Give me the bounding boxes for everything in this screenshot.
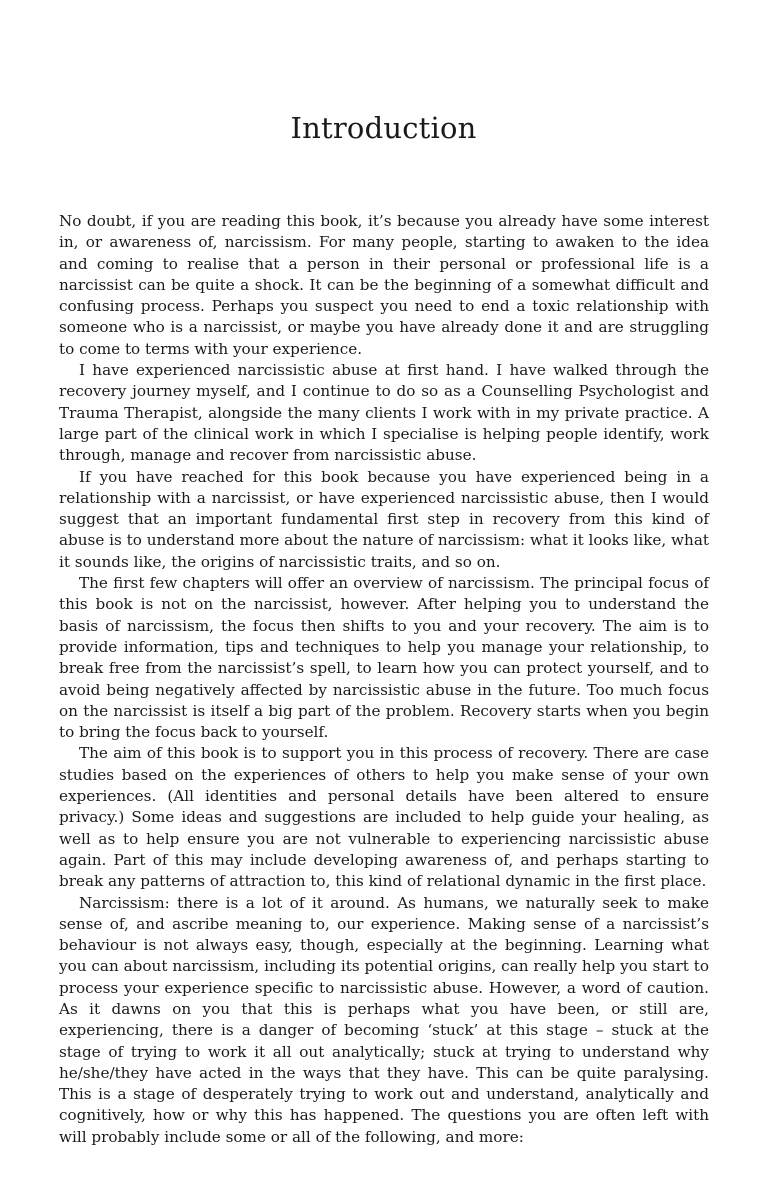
chapter-title: Introduction [290,111,477,145]
paragraph-5: The aim of this book is to support you in this process of recovery. There are case studies based on the experiences of others to help you make sense of your own experiences. (All identities and personal details have been altered to ensure privacy.) Some ideas and suggestions are included to help guide your healing, as well as to help ensure you are not vulnerable to experiencing narcissistic abuse again. Part of this may include developing awareness of, and perhaps starting to break any patterns of attraction to, this kind of relational dynamic in the first place. [59,744,709,891]
paragraph-6: Narcissism: there is a lot of it around. As humans, we naturally seek to make sense of, and ascribe meaning to, our experience. Making sense of a narcissist’s behaviour is not always easy, though, especially at the beginning. Learning what you can about narcissism, including its potential origins, can really help you start to process your experience specific to narcissistic abuse. However, a word of caution. As it dawns on you that this is perhaps what you have been, or still are, experiencing, there is a danger of becoming ‘stuck’ at this stage – stuck at the stage of trying to work it all out analytically; stuck at trying to understand why he/she/they have acted in the ways that they have. This can be quite paralysing. This is a stage of desperately trying to work out and understand, analytically and cognitively, how or why this has happened. The questions you are often left with will probably include some or all of the following, and more: [59,893,709,1146]
paragraph-2: I have experienced narcissistic abuse at first hand. I have walked through the recovery journey myself, and I continue to do so as a Counselling Psychologist and Trauma Therapist, alongside the many clients I work with in my private practice. A large part of the clinical work in which I specialise is helping people identify, work through, manage and recover from narcissistic abuse. [59,361,709,465]
paragraph-3: If you have reached for this book because you have experienced being in a relationship with a narcissist, or have experienced narcissistic abuse, then I would suggest that an important fundamental first step in recovery from this kind of abuse is to understand more about the nature of narcissism: what it looks like, what it sounds like, the origins of narcissistic traits, and so on. [59,467,709,571]
paragraph-4: The first few chapters will offer an overview of narcissism. The principal focus of this book is not on the narcissist, however. After helping you to understand the basis of narcissism, the focus then shifts to you and your recovery. The aim is to provide information, tips and techniques to help you manage your relationship, to break free from the narcissist’s spell, to learn how you can protect yourself, and to avoid being negatively affected by narcissistic abuse in the future. Too much focus on the narcissist is itself a big part of the problem. Recovery starts when you begin to bring the focus back to yourself. [59,574,709,742]
paragraph-1: No doubt, if you are reading this book, it’s because you already have some interest in, or awareness of, narcissism. For many people, starting to awaken to the idea and coming to realise that a person in their personal or professional life is a narcissist can be quite a shock. It can be the beginning of a somewhat difficult and confusing process. Perhaps you suspect you need to end a toxic relationship with someone who is a narcissist, or maybe you have already done it and are struggling to come to terms with your experience. [59,212,709,358]
chapter-body [59,211,709,1148]
